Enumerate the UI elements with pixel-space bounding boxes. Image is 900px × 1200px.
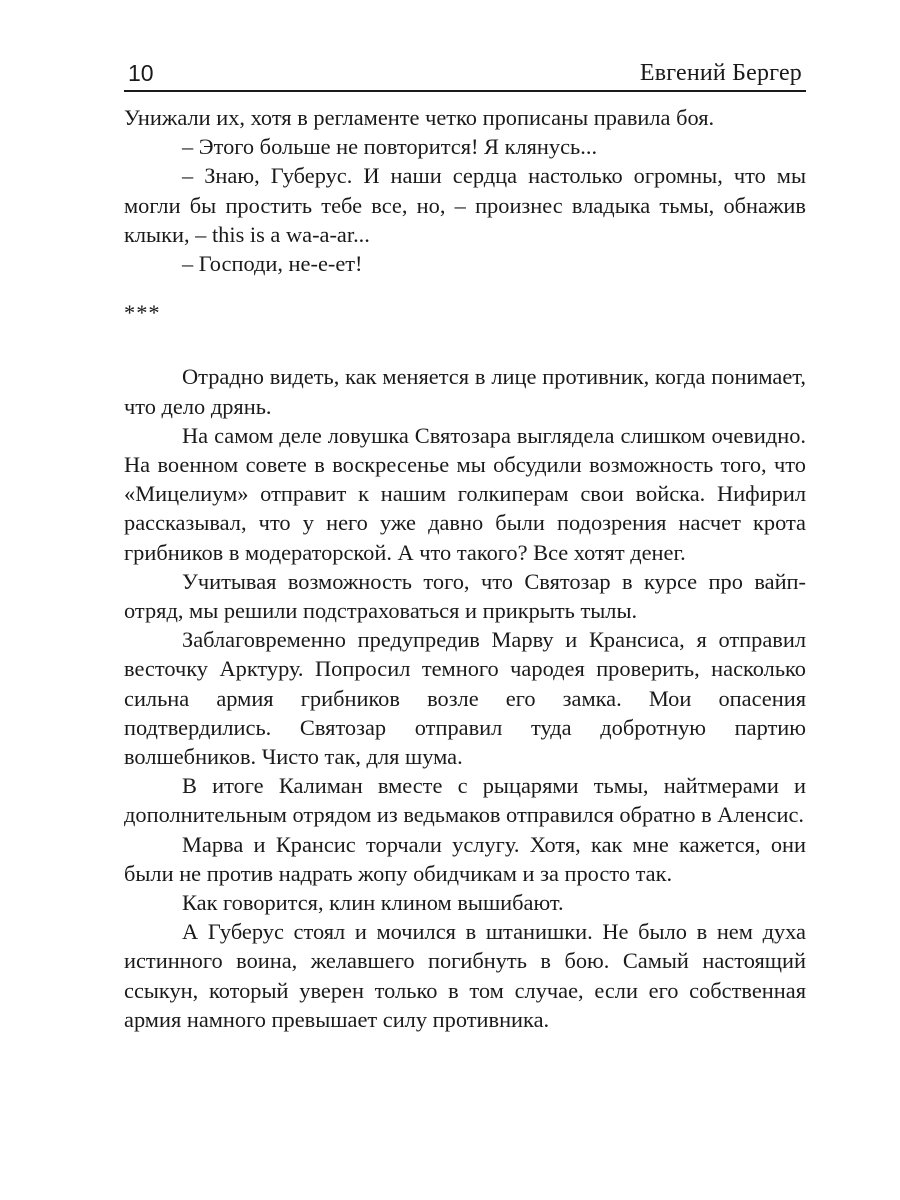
body-text	[124, 103, 806, 1034]
paragraph: – Этого больше не повторится! Я клянусь...	[182, 134, 598, 160]
paragraph: Унижали их, хотя в регламенте четко прописаны правила боя.	[124, 105, 715, 130]
paragraph: На самом деле ловушка Святозара выглядела слишком очевидно. На военном совете в воскресенье мы обсудили возможность того, что «Мицелиум» отправит к нашим голкиперам свои войска. Нифирил рассказывал, что у него уже давно были подозрения насчет крота грибников в модераторской. А что такого? Все хотят денег.	[124, 422, 806, 565]
paragraph: – Знаю, Губерус. И наши сердца настолько огромны, что мы могли бы простить тебе все, но, – произнес владыка тьмы, обнажив клыки, – this is a wa-a-ar...	[124, 163, 806, 247]
paragraph: – Господи, не-е-ет!	[182, 251, 363, 277]
page-header	[124, 56, 806, 92]
section-separator: ***	[124, 300, 161, 326]
paragraph: Отрадно видеть, как меняется в лице противник, когда понимает, что дело дрянь.	[124, 364, 806, 419]
paragraph: Учитывая возможность того, что Святозар в курсе про вайп-отряд, мы решили подстраховаться и прикрыть тылы.	[124, 568, 806, 624]
running-head-author: Евгений Бергер	[639, 60, 802, 86]
paragraph: Марва и Крансис торчали услугу. Хотя, как мне кажется, они были не против надрать жопу обидчикам и за просто так.	[124, 831, 806, 886]
paragraph: В итоге Калиман вместе с рыцарями тьмы, найтмерами и дополнительным отрядом из ведьмаков отправился обратно в Аленсис.	[124, 773, 806, 828]
paragraph: А Губерус стоял и мочился в штанишки. Не было в нем духа истинного воина, желавшего погибнуть в бою. Самый настоящий ссыкун, который уверен только в том случае, если его собственная армия намного превышает силу противника.	[124, 919, 806, 1032]
page-number: 10	[128, 60, 154, 86]
paragraph: Как говорится, клин клином вышибают.	[182, 890, 564, 916]
paragraph: Заблаговременно предупредив Марву и Крансиса, я отправил весточку Арктуру. Попросил темного чародея проверить, насколько сильна армия грибников возле его замка. Мои опасения подтвердились. Святозар отправил туда добротную партию волшебников. Чисто так, для шума.	[124, 627, 806, 770]
book-page	[124, 56, 806, 1034]
